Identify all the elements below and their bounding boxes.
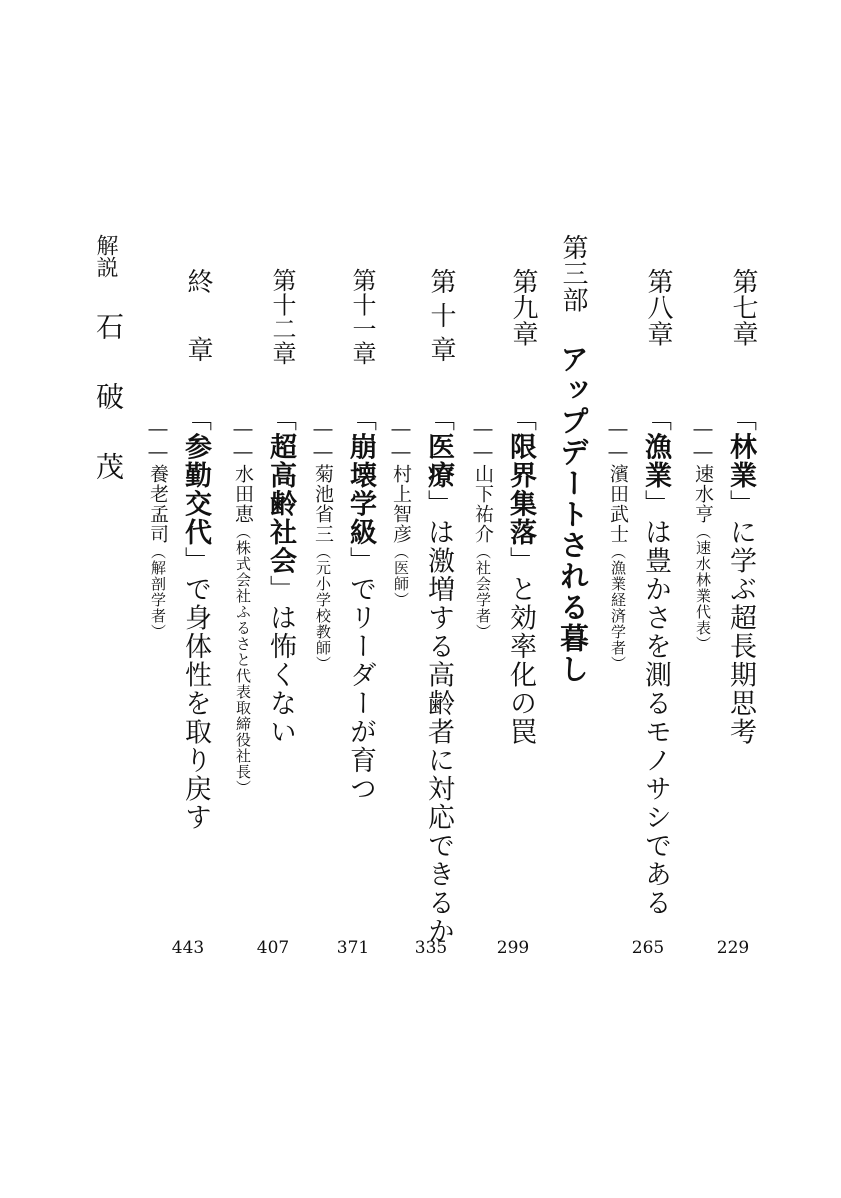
chapter-8-label: 第八章 (643, 268, 673, 347)
chapter-12-page: 407 (256, 938, 290, 958)
part-3-title: アップデートされる暮し (556, 344, 590, 685)
chapter-11-author: ――菊池省三（元小学校教師） (312, 418, 334, 672)
chapter-12-author: ――水田恵（株式会社ふるさと代表取締役社長） (232, 418, 254, 796)
chapter-10-author: ――村上智彦（医師） (390, 418, 412, 608)
chapter-9-label: 第九章 (508, 268, 538, 347)
chapter-7-author: ――速水亨（速水林業代表） (692, 418, 714, 652)
part-3-label: 第三部 (558, 234, 588, 313)
final-chapter-label: 終章 (183, 268, 213, 404)
final-chapter-title: 「参勤交代」で身体性を取り戻す (180, 404, 211, 832)
chapter-12-title: 「超高齢社会」は怖くない (265, 404, 296, 746)
chapter-10-label: 第十章 (426, 268, 456, 370)
chapter-8-author: ――濱田武士（漁業経済学者） (607, 418, 629, 672)
chapter-9-author: ――山下祐介（社会学者） (472, 418, 494, 640)
chapter-11-page: 371 (336, 938, 370, 958)
chapter-11-title: 「崩壊学級」でリーダーが育つ (345, 404, 376, 803)
chapter-10-title: 「医療」は激増する高齢者に対応できるか (423, 404, 454, 946)
final-chapter-page: 443 (171, 938, 205, 958)
chapter-10-page: 335 (414, 938, 448, 958)
chapter-8-page: 265 (631, 938, 665, 958)
chapter-11-label: 第十一章 (348, 268, 376, 366)
chapter-9-page: 299 (496, 938, 530, 958)
commentary-label: 解説 (93, 234, 118, 278)
chapter-7-label: 第七章 (728, 268, 758, 347)
chapter-12-label: 第十二章 (268, 268, 296, 366)
chapter-7-title: 「林業」に学ぶ超長期思考 (725, 404, 756, 746)
chapter-8-title: 「漁業」は豊かさを測るモノサシである (640, 404, 671, 917)
final-chapter-author: ――養老孟司（解剖学者） (147, 418, 169, 640)
chapter-9-title: 「限界集落」と効率化の罠 (505, 404, 536, 746)
commentary-author: 石破茂 (92, 312, 125, 522)
chapter-7-page: 229 (716, 938, 750, 958)
